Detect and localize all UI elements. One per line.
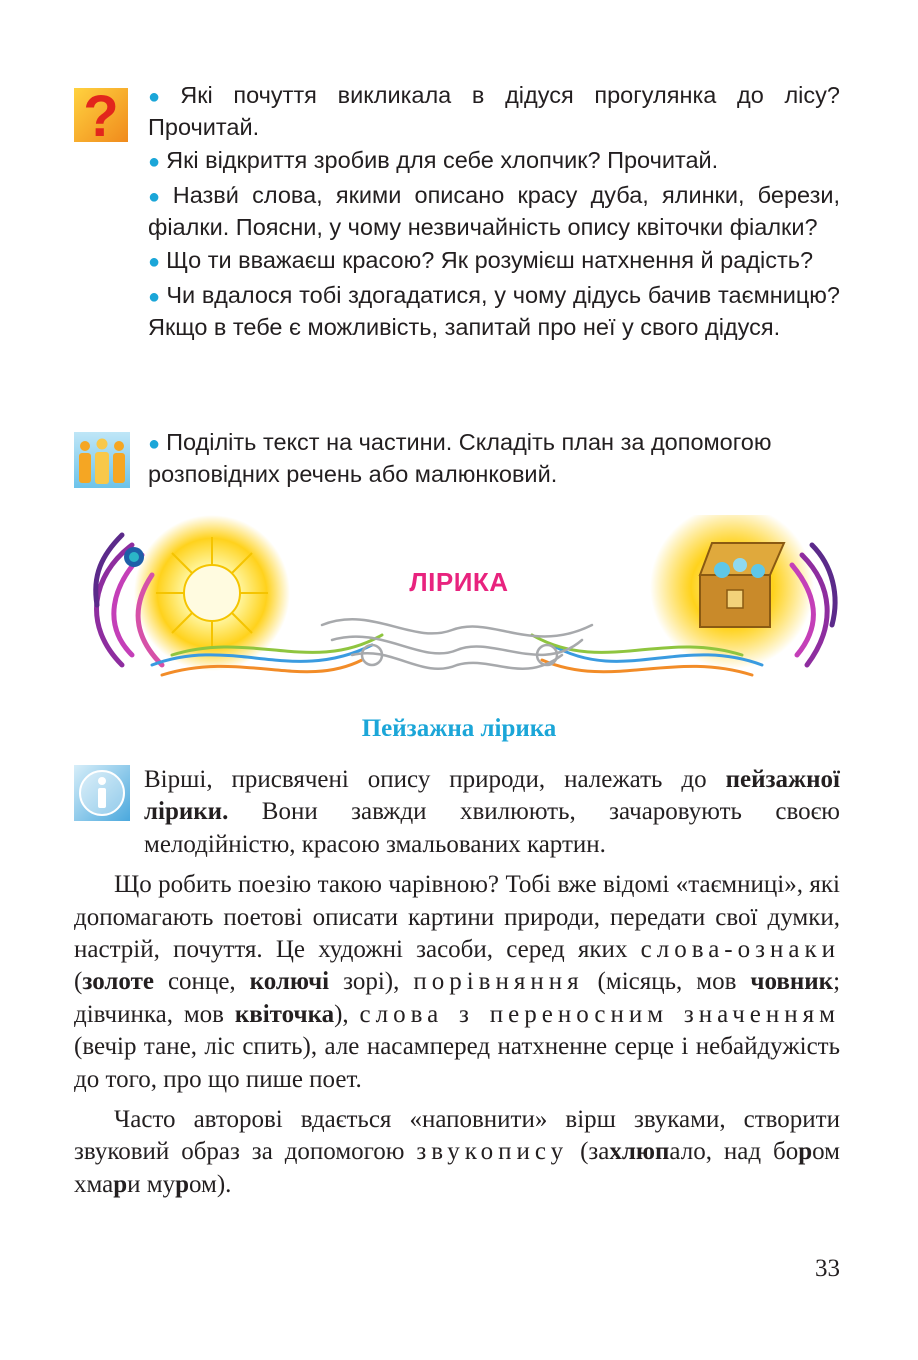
section-title: Пейзажна лірика <box>361 715 557 742</box>
text-span: Вірші, присвячені опису природи, належать до <box>144 766 726 793</box>
text-span: и му <box>127 1170 176 1198</box>
bullet-icon: ● <box>148 86 175 108</box>
term-bold: пейзажної лірики. <box>144 766 840 826</box>
term-spaced: звукопису <box>416 1138 569 1166</box>
bullet-icon: ● <box>148 151 161 173</box>
text-span: ом). <box>189 1170 232 1198</box>
term-spaced: слова-ознаки <box>640 936 840 964</box>
sound-bold: р <box>175 1170 190 1198</box>
text-span: Часто авторові вдається «наповнити» вірш звуками, створити звуковий образ за допомогою <box>74 1106 840 1166</box>
group-task-text: Поділіть текст на частини. Складіть план за допомогою розповідних речень або малюнковий. <box>148 429 772 487</box>
example-bold: колючі <box>249 968 330 996</box>
text-span: ало, над бо <box>669 1138 799 1166</box>
question-item <box>148 80 840 142</box>
paragraph-devices <box>74 869 840 1096</box>
text-span: (місяць, мов <box>583 968 751 996</box>
banner-title: ЛІРИКА <box>409 567 509 597</box>
question-text: Які відкриття зробив для себе хлопчик? Прочитай. <box>166 147 719 173</box>
page-number: 33 <box>815 1255 840 1282</box>
group-work-icon <box>74 432 130 488</box>
text-span: (вечір тане, ліс спить), але насамперед натхненне серце і небайдужість до того, про що пише поет. <box>74 1033 840 1093</box>
text-span: сонце, <box>153 968 250 996</box>
example-bold: золоте <box>82 968 154 996</box>
paragraph-definition <box>74 764 840 861</box>
question-item <box>148 145 840 177</box>
question-item <box>148 180 840 242</box>
term-spaced: слова з переносним значенням <box>359 1000 840 1028</box>
text-span: ), <box>334 1000 360 1028</box>
sound-bold: р <box>798 1138 813 1166</box>
questions-list <box>148 80 840 345</box>
text-span: ом хма <box>74 1138 841 1198</box>
text-span: ( <box>74 968 83 996</box>
bullet-icon: ● <box>148 286 161 308</box>
sound-bold: р <box>113 1170 128 1198</box>
lyric-banner-illustration <box>72 515 842 695</box>
question-text: Назви́ слова, якими описано красу дуба, ялинки, берези, фіалки. Поясни, у чому незвичайність опису квіточки фіалки? <box>148 182 840 240</box>
text-span: Вони завжди хвилюють, зачаровують своєю мелодійністю, красою змальованих картин. <box>144 798 840 858</box>
group-task <box>148 427 840 489</box>
question-text: Які почуття викликала в дідуся прогулянка до лісу? Прочитай. <box>148 82 840 140</box>
text-span: ; дівчинка, мов <box>74 968 841 1028</box>
paragraph-sound <box>74 1104 840 1201</box>
svg-text:?: ? <box>83 84 119 144</box>
text-span: зорі), <box>329 968 414 996</box>
sound-bold: хлюп <box>609 1138 670 1166</box>
bullet-icon: ● <box>148 186 167 208</box>
text-span: (за <box>568 1138 610 1166</box>
question-text: Що ти вважаєш красою? Як розумієш натхнення й радість? <box>166 247 814 273</box>
question-item <box>148 280 840 342</box>
example-bold: човник <box>750 968 834 996</box>
question-item <box>148 245 840 277</box>
term-spaced: порівняння <box>413 968 584 996</box>
bullet-icon: ● <box>148 251 161 273</box>
question-text: Чи вдалося тобі здогадатися, у чому дідусь бачив таємницю? Якщо в тебе є можливість, запитай про неї у свого дідуся. <box>148 282 840 340</box>
question-mark-icon <box>74 84 130 144</box>
example-bold: квіточка <box>234 1000 335 1028</box>
bullet-icon: ● <box>148 433 161 455</box>
body-text <box>74 764 840 1209</box>
text-span: Що робить поезію такою чарівною? Тобі вже відомі «таємниці», які допомагають поетові описати картини природи, передати свої думки, настрій, почуття. Це художні засоби, серед яких <box>74 871 840 964</box>
